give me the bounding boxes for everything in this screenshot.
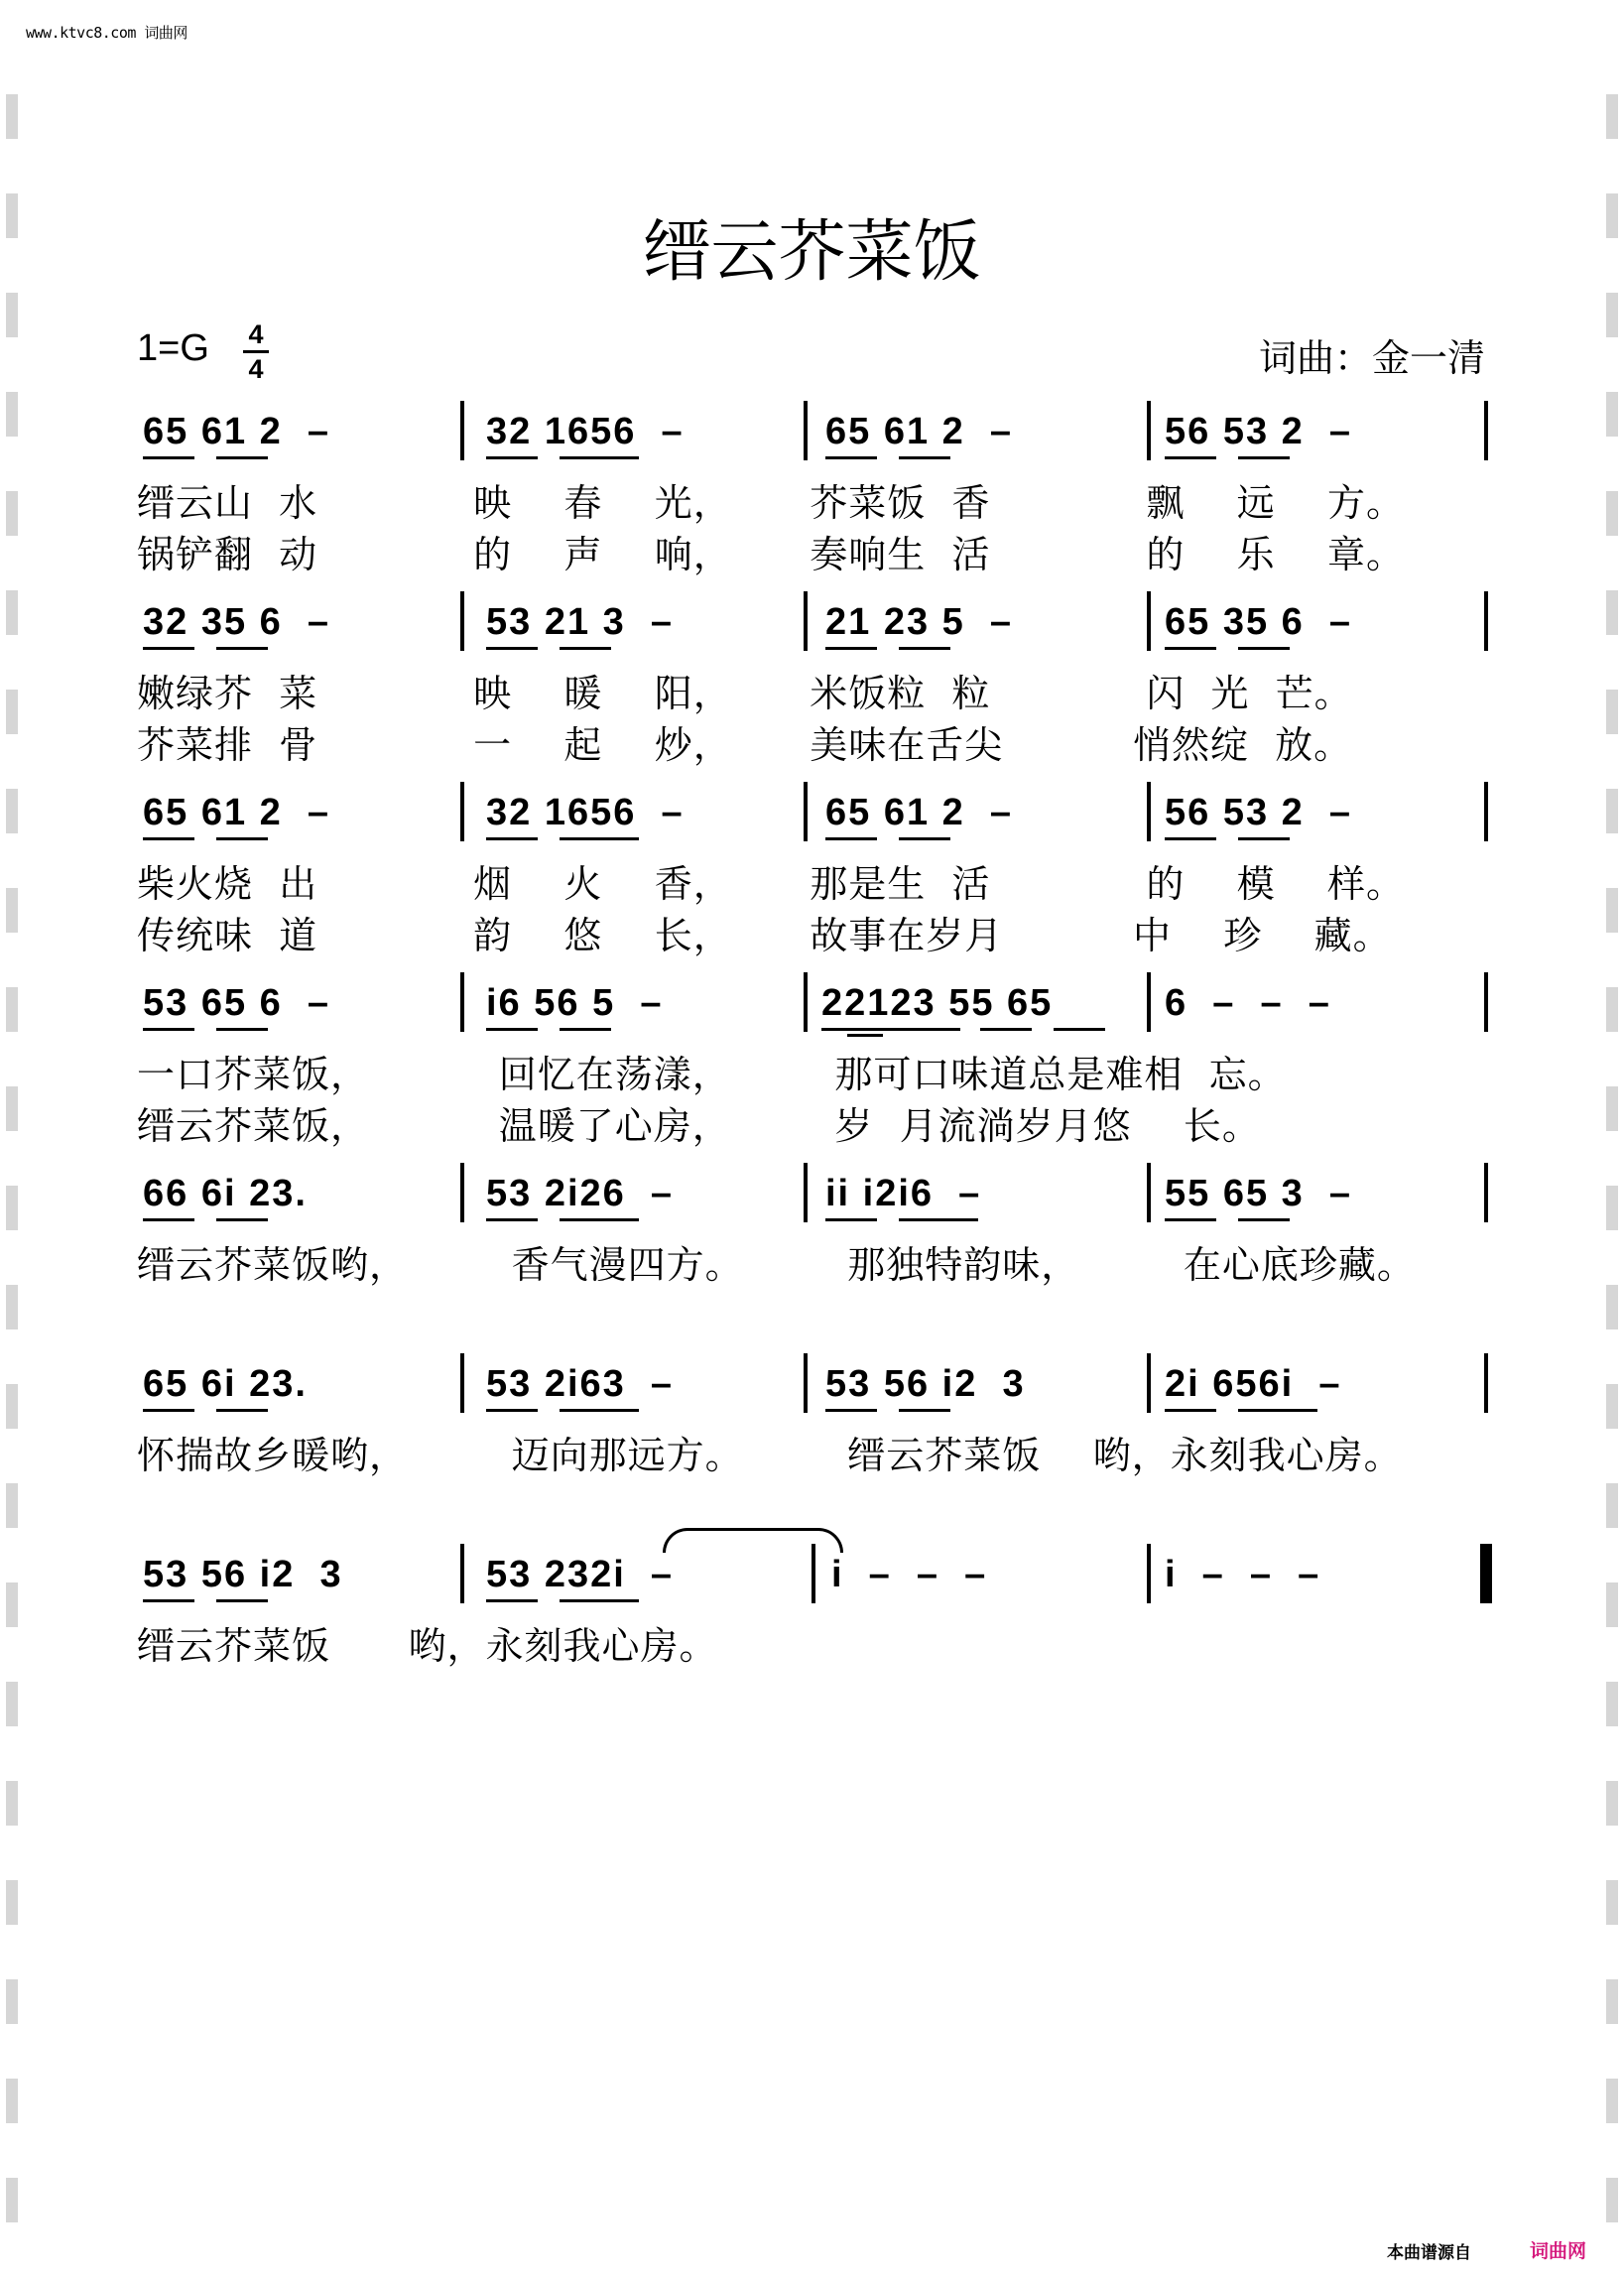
beam: [899, 1409, 950, 1412]
barline: [1484, 591, 1488, 651]
barline: [1484, 972, 1488, 1032]
barline: [460, 782, 464, 841]
measure: 53 56 i2 3: [825, 1363, 1026, 1405]
measure: 53 65 6 –: [143, 982, 331, 1024]
beam: [1238, 1409, 1317, 1412]
measure: 32 1656 –: [486, 411, 685, 452]
measure: 66 6i 23.: [143, 1173, 308, 1214]
beam: [1238, 1218, 1290, 1221]
barline: [460, 1544, 464, 1603]
meter-top: 4: [248, 319, 264, 349]
lyric-line: 嫩绿芥 菜 映 暖 阳， 米饭粒 粒 闪 光 芒。: [137, 672, 1353, 715]
beam: [216, 1599, 268, 1602]
lyric-line: 传统味 道 韵 悠 长， 故事在岁月 中 珍 藏。: [137, 914, 1392, 957]
beam: [1238, 837, 1290, 840]
beam: [899, 837, 950, 840]
beam: [560, 1028, 611, 1031]
barline: [804, 972, 808, 1032]
tie-arc: [663, 1528, 843, 1553]
beam: [143, 647, 194, 650]
beam: [821, 1028, 960, 1031]
beam: [899, 647, 950, 650]
measure: 32 35 6 –: [143, 601, 331, 643]
brand-logo[interactable]: 词曲网: [1530, 2240, 1587, 2262]
beam: [216, 1409, 268, 1412]
measure: 56 53 2 –: [1165, 792, 1353, 833]
right-watermark-strip: [1606, 40, 1618, 2252]
lyric-line: 缙云芥菜饭哟， 香气漫四方。 那独特韵味， 在心底珍藏。: [137, 1243, 1416, 1287]
lyric-line: 怀揣故乡暖哟， 迈向那远方。 缙云芥菜饭 哟，永刻我心房。: [137, 1434, 1403, 1477]
beam-double: [847, 1034, 883, 1037]
beam: [486, 1409, 538, 1412]
barline: [460, 972, 464, 1032]
beam: [216, 1028, 268, 1031]
barline: [1147, 1163, 1151, 1222]
beam: [825, 1218, 877, 1221]
measure: 65 6i 23.: [143, 1363, 308, 1405]
meter-bottom: 4: [248, 354, 264, 384]
beam: [560, 837, 639, 840]
barline: [1484, 1163, 1488, 1222]
beam: [1238, 456, 1290, 459]
site-watermark: www.ktvc8.com 词曲网: [26, 24, 187, 42]
beam: [486, 647, 538, 650]
beam: [216, 647, 268, 650]
barline: [460, 591, 464, 651]
song-title: 缙云芥菜饭: [643, 213, 981, 292]
beam: [899, 1218, 978, 1221]
beam: [825, 1409, 877, 1412]
measure: 53 2i63 –: [486, 1363, 675, 1405]
measure: 6 – – –: [1165, 982, 1331, 1024]
measure: 22123 55 65: [821, 982, 1054, 1024]
measure: 53 21 3 –: [486, 601, 675, 643]
barline: [1484, 401, 1488, 460]
beam: [1165, 456, 1216, 459]
beam: [486, 1218, 538, 1221]
barline: [1484, 1353, 1488, 1413]
lyric-line: 柴火烧 出 烟 火 香， 那是生 活 的 模 样。: [137, 862, 1405, 906]
beam: [486, 456, 538, 459]
measure: i – – –: [1165, 1554, 1321, 1595]
beam: [216, 456, 268, 459]
beam: [899, 456, 950, 459]
beam: [560, 1218, 639, 1221]
beam: [560, 1599, 639, 1602]
measure: i6 56 5 –: [486, 982, 664, 1024]
lyric-line: 缙云芥菜饭 哟，永刻我心房。: [137, 1624, 718, 1668]
beam: [825, 456, 877, 459]
barline: [1147, 401, 1151, 460]
measure: 53 2i26 –: [486, 1173, 675, 1214]
measure: 53 232i –: [486, 1554, 675, 1595]
beam: [825, 647, 877, 650]
measure: 21 23 5 –: [825, 601, 1014, 643]
lyric-line: 缙云山 水 映 春 光， 芥菜饭 香 飘 远 方。: [137, 481, 1405, 525]
barline: [460, 401, 464, 460]
beam: [1165, 647, 1216, 650]
beam: [216, 1218, 268, 1221]
credits: 词曲：金一清: [1258, 336, 1485, 380]
barline: [804, 401, 808, 460]
beam: [825, 837, 877, 840]
notes-row: [137, 1359, 1488, 1415]
beam: [143, 1218, 194, 1221]
beam: [1238, 647, 1290, 650]
notes-row: [137, 1550, 1488, 1605]
final-barline: [1480, 1544, 1492, 1603]
barline: [804, 591, 808, 651]
measure: i – – –: [831, 1554, 988, 1595]
time-signature: [243, 319, 269, 384]
barline: [460, 1163, 464, 1222]
beam: [143, 456, 194, 459]
notes-row: [137, 407, 1488, 462]
measure: 53 56 i2 3: [143, 1554, 343, 1595]
measure: 56 53 2 –: [1165, 411, 1353, 452]
beam: [1165, 1218, 1216, 1221]
notes-row: [137, 788, 1488, 843]
barline: [1147, 591, 1151, 651]
key-signature: 1=G: [137, 327, 209, 369]
measure: 2i 656i –: [1165, 1363, 1342, 1405]
measure: 65 35 6 –: [1165, 601, 1353, 643]
beam: [143, 1599, 194, 1602]
beam: [143, 1028, 194, 1031]
beam: [143, 837, 194, 840]
beam: [216, 837, 268, 840]
source-note: 本曲谱源自: [1387, 2243, 1471, 2263]
notes-row: [137, 1169, 1488, 1224]
measure: 65 61 2 –: [825, 411, 1014, 452]
measure: 65 61 2 –: [143, 792, 331, 833]
barline: [804, 782, 808, 841]
lyric-line: 一口芥菜饭， 回忆在荡漾， 那可口味道总是难相 忘。: [137, 1053, 1287, 1096]
left-watermark-strip: [6, 40, 18, 2252]
beam: [1165, 1409, 1216, 1412]
measure: 65 61 2 –: [143, 411, 331, 452]
beam: [486, 837, 538, 840]
lyric-line: 锅铲翻 动 的 声 响， 奏响生 活 的 乐 章。: [137, 533, 1405, 576]
notes-row: [137, 978, 1488, 1034]
lyric-line: 芥菜排 骨 一 起 炒， 美味在舌尖 悄然绽 放。: [137, 723, 1353, 767]
lyric-line: 缙云芥菜饭， 温暖了心房， 岁 月流淌岁月悠 长。: [137, 1104, 1261, 1148]
measure: 32 1656 –: [486, 792, 685, 833]
beam: [980, 1028, 1032, 1031]
beam: [560, 647, 611, 650]
barline: [1484, 782, 1488, 841]
meter-divider: [243, 350, 269, 353]
beam: [1165, 837, 1216, 840]
barline: [812, 1544, 815, 1603]
beam: [486, 1028, 538, 1031]
barline: [1147, 972, 1151, 1032]
beam: [143, 1409, 194, 1412]
measure: 65 61 2 –: [825, 792, 1014, 833]
notes-row: [137, 597, 1488, 653]
barline: [804, 1353, 808, 1413]
barline: [804, 1163, 808, 1222]
beam: [560, 1409, 639, 1412]
beam: [486, 1599, 538, 1602]
barline: [1147, 782, 1151, 841]
barline: [460, 1353, 464, 1413]
barline: [1147, 1544, 1151, 1603]
measure: ii i2i6 –: [825, 1173, 982, 1214]
measure: 55 65 3 –: [1165, 1173, 1353, 1214]
beam: [1054, 1028, 1105, 1031]
beam: [560, 456, 639, 459]
barline: [1147, 1353, 1151, 1413]
